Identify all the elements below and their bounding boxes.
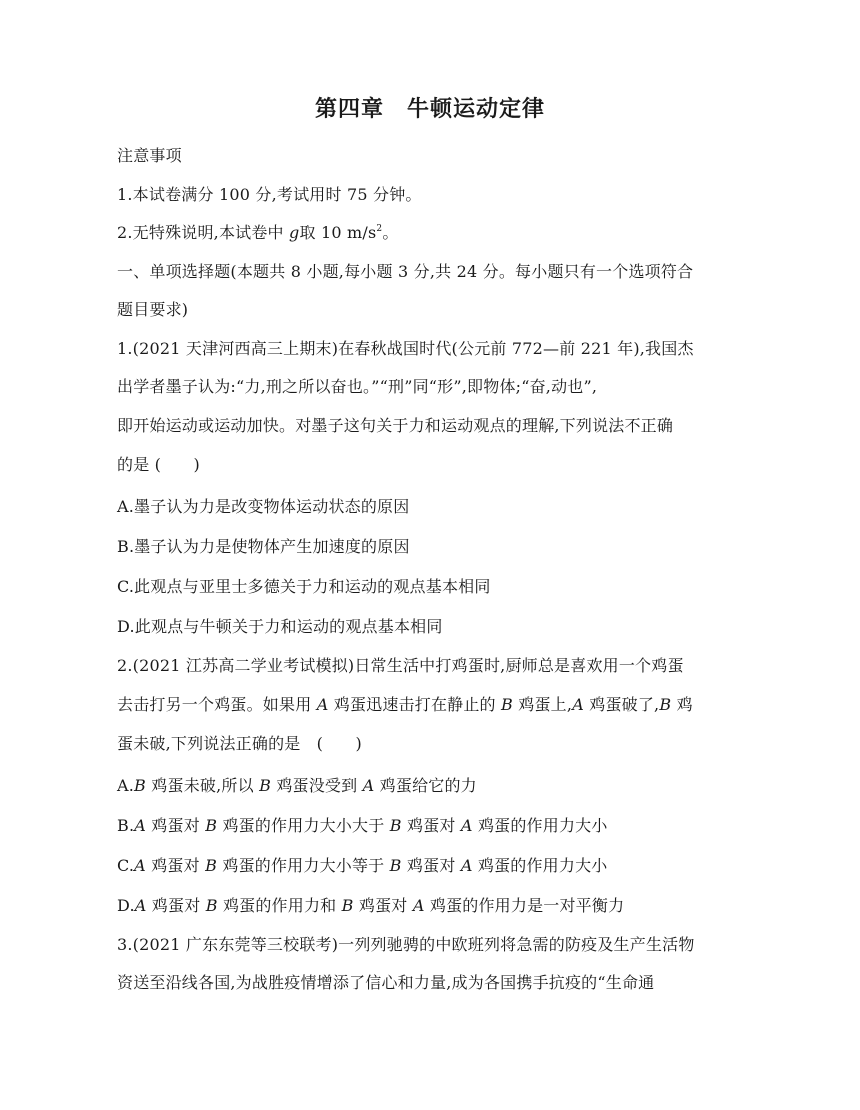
question-1-line: 即开始运动或运动加快。对墨子这句关于力和运动观点的理解,下列说法不正确 — [117, 416, 674, 435]
text-segment: 鸡蛋迅速击打在静止的 — [328, 695, 502, 714]
question-1-line: 1.(2021 天津河西高三上期末)在春秋战国时代(公元前 772—前 221 年),我国杰 — [117, 339, 694, 358]
notice-heading: 注意事项 — [117, 146, 182, 165]
text-segment: C. — [117, 856, 135, 875]
chapter-title: 第四章 牛顿运动定律 — [314, 97, 545, 122]
question-1-option-c: C.此观点与亚里士多德关于力和运动的观点基本相同 — [117, 577, 491, 596]
question-1-option-b: B.墨子认为力是使物体产生加速度的原因 — [117, 537, 410, 556]
variable: B — [205, 856, 218, 875]
variable: B — [659, 695, 672, 714]
question-1-option-d: D.此观点与牛顿关于力和运动的观点基本相同 — [117, 617, 443, 636]
variable: B — [205, 896, 218, 915]
question-3-line: 3.(2021 广东东莞等三校联考)一列列驰骋的中欧班列将急需的防疫及生产生活物 — [117, 935, 695, 954]
text-segment: 鸡蛋的作用力大小等于 — [217, 856, 390, 875]
question-2-line: 2.(2021 江苏高二学业考试模拟)日常生活中打鸡蛋时,厨师总是喜欢用一个鸡蛋 — [117, 656, 684, 675]
question-2-line: 蛋未破,下列说法正确的是 ( ) — [117, 734, 362, 753]
variable: A — [316, 695, 329, 714]
text-segment: B. — [117, 816, 135, 835]
text-segment: 鸡蛋的作用力是一对平衡力 — [424, 896, 625, 915]
text-segment: 鸡蛋对 — [146, 816, 206, 835]
variable: B — [134, 776, 147, 795]
variable: A — [460, 856, 473, 875]
text-segment: 2.无特殊说明,本试卷中 — [117, 223, 290, 242]
variable: A — [362, 776, 375, 795]
text-segment: 鸡蛋对 — [353, 896, 413, 915]
text-segment: 鸡蛋对 — [401, 856, 461, 875]
question-2-option-c — [117, 856, 607, 876]
question-2-line — [117, 695, 693, 715]
question-1-option-a: A.墨子认为力是改变物体运动状态的原因 — [117, 497, 410, 516]
notice-item-2 — [117, 223, 399, 243]
variable: B — [341, 896, 354, 915]
text-segment: 鸡 — [671, 695, 693, 714]
variable: B — [205, 816, 218, 835]
variable: A — [572, 695, 584, 714]
question-1-line: 的是 ( ) — [117, 455, 200, 474]
variable: B — [389, 816, 402, 835]
section-heading-cont: 题目要求) — [117, 300, 189, 319]
text-segment: 鸡蛋破了, — [583, 695, 660, 714]
variable: B — [389, 856, 402, 875]
variable: A — [134, 816, 147, 835]
variable: A — [134, 856, 146, 875]
section-heading: 一、单项选择题(本题共 8 小题,每小题 3 分,共 24 分。每小题只有一个选项符合 — [117, 262, 694, 281]
text-segment: 鸡蛋对 — [401, 816, 461, 835]
text-segment: 鸡蛋上, — [513, 695, 573, 714]
text-segment: 鸡蛋未破,所以 — [146, 776, 260, 795]
text-segment: 鸡蛋的作用力和 — [217, 896, 342, 915]
variable: B — [259, 776, 272, 795]
text-segment: 鸡蛋给它的力 — [374, 776, 477, 795]
question-2-option-a — [117, 776, 477, 796]
question-3-line: 资送至沿线各国,为战胜疫情增添了信心和力量,成为各国携手抗疫的“生命通 — [117, 973, 655, 992]
question-1-line: 出学者墨子认为:“力,刑之所以奋也。”“刑”同“形”,即物体;“奋,动也”, — [117, 377, 598, 396]
variable: A — [412, 896, 425, 915]
question-2-option-b — [117, 816, 608, 836]
text-segment: 鸡蛋的作用力大小 — [472, 856, 608, 875]
text-segment: 取 10 m/s — [299, 223, 377, 242]
superscript: 2 — [376, 224, 383, 234]
text-segment: 去击打另一个鸡蛋。如果用 — [117, 695, 317, 714]
variable: A — [460, 816, 473, 835]
text-segment: A. — [117, 776, 135, 795]
text-segment: 鸡蛋没受到 — [271, 776, 363, 795]
question-2-option-d — [117, 896, 624, 916]
variable-g: g — [289, 223, 300, 242]
text-segment: 鸡蛋的作用力大小 — [472, 816, 608, 835]
notice-item-1: 1.本试卷满分 100 分,考试用时 75 分钟。 — [117, 185, 422, 204]
text-segment: D. — [117, 896, 135, 915]
variable: A — [134, 896, 147, 915]
text-segment: 。 — [382, 223, 399, 242]
text-segment: 鸡蛋对 — [146, 896, 206, 915]
variable: B — [501, 695, 513, 714]
text-segment: 鸡蛋对 — [145, 856, 206, 875]
text-segment: 鸡蛋的作用力大小大于 — [217, 816, 390, 835]
